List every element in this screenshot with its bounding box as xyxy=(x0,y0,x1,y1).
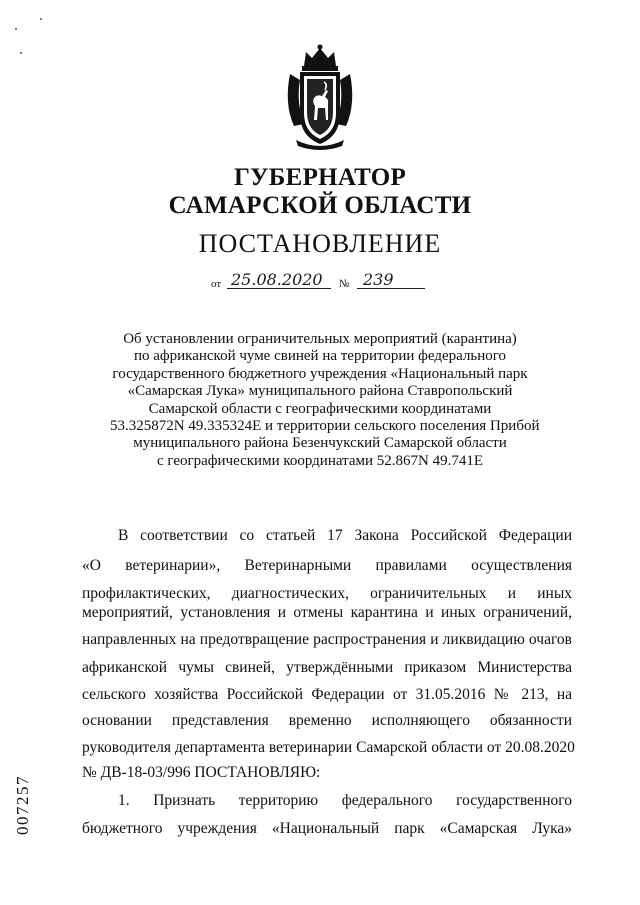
body-line: сельского хозяйства Российской Федерации от 31.05.2016 № 213, на xyxy=(82,686,572,703)
scan-speck xyxy=(40,18,42,20)
body-line: бюджетного учреждения «Национальный парк «Самарская Лука» xyxy=(82,820,572,837)
handwritten-number: 239 xyxy=(363,270,394,289)
body-line: № ДВ-18-03/996 ПОСТАНОВЛЯЮ: xyxy=(82,764,321,781)
body-line: направленных на предотвращение распространения и ликвидацию очагов xyxy=(82,631,572,648)
date-label: от xyxy=(211,278,222,290)
document-type: ПОСТАНОВЛЕНИЕ xyxy=(198,229,442,258)
subject-line: Об установлении ограничительных мероприятий (карантина) xyxy=(123,331,517,347)
scan-speck xyxy=(20,52,22,54)
number-label: № xyxy=(339,278,350,290)
issuer-title-line2: САМАРСКОЙ ОБЛАСТИ xyxy=(168,192,472,219)
subject-line: «Самарская Лука» муниципального района Ставропольский xyxy=(127,383,513,400)
subject-line: 53.325872N 49.335324E и территории сельского поселения Прибой xyxy=(110,418,540,435)
handwritten-date: 25.08.2020 xyxy=(231,270,323,289)
issuer-title-line1: ГУБЕРНАТОР xyxy=(233,164,407,191)
registration-number: 007257 xyxy=(13,775,32,835)
body-line: африканской чумы свиней, утверждёнными приказом Министерства xyxy=(82,659,572,676)
subject-line: государственного бюджетного учреждения «Национальный парк xyxy=(112,365,528,382)
subject-line: с географическими координатами 52.867N 49.741E xyxy=(156,452,484,469)
body-line: 1. Признать территорию федерального государственного xyxy=(118,792,572,809)
scan-speck xyxy=(15,28,17,30)
body-line: профилактических, диагностических, ограничительных и иных xyxy=(82,585,572,602)
document-subject xyxy=(110,331,540,470)
body-line: В соответствии со статьей 17 Закона Российской Федерации xyxy=(118,527,572,544)
subject-line: муниципального района Безенчукский Самарской области xyxy=(133,435,507,452)
coat-of-arms-emblem xyxy=(284,44,356,152)
date-number-line xyxy=(211,270,441,292)
body-line: «О ветеринарии», Ветеринарными правилами осуществления xyxy=(82,557,572,574)
body-line: основании представления временно исполняющего обязанности xyxy=(82,712,572,729)
body-line: руководителя департамента ветеринарии Самарской области от 20.08.2020 xyxy=(82,739,575,756)
subject-line: по африканской чуме свиней на территории федерального xyxy=(133,348,507,365)
subject-line: Самарской области с географическими координатами xyxy=(148,400,492,417)
body-line: мероприятий, установления и отмены карантина и иных ограничений, xyxy=(82,604,572,621)
